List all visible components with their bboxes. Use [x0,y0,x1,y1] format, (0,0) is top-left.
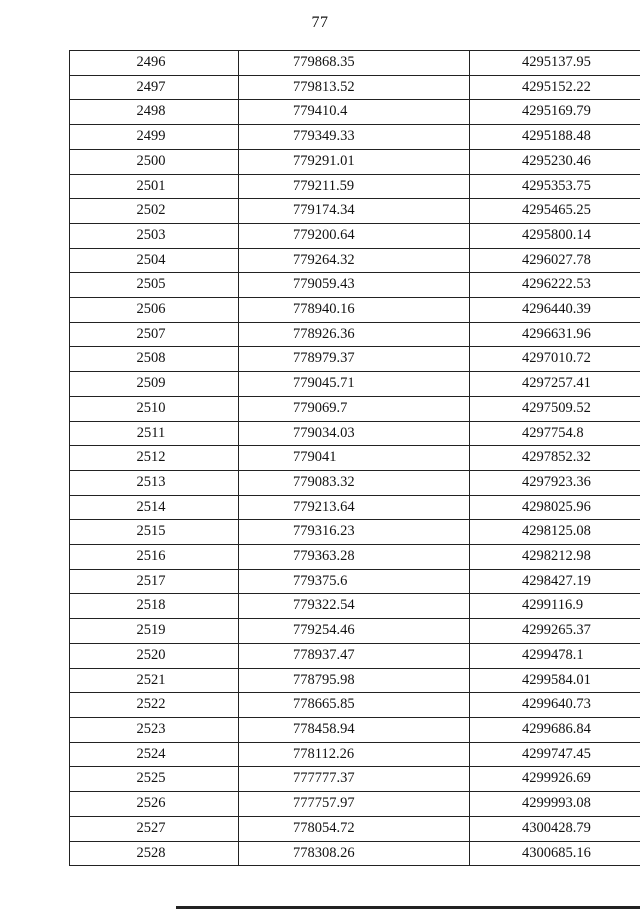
y-coordinate-cell: 4297509.52 [470,396,640,421]
x-coordinate-cell: 779363.28 [239,545,470,570]
point-number-cell: 2522 [70,693,239,718]
y-coordinate-cell: 4296222.53 [470,273,640,298]
table-row [70,446,640,471]
point-number-cell: 2503 [70,223,239,248]
y-coordinate-cell: 4299926.69 [470,767,640,792]
x-coordinate-cell: 779034.03 [239,421,470,446]
y-coordinate-cell: 4300428.79 [470,816,640,841]
y-coordinate-cell: 4299478.1 [470,643,640,668]
table-row [70,495,640,520]
x-coordinate-cell: 778926.36 [239,322,470,347]
table-row [70,545,640,570]
y-coordinate-cell: 4298212.98 [470,545,640,570]
table-row [70,816,640,841]
point-number-cell: 2511 [70,421,239,446]
table-row [70,347,640,372]
y-coordinate-cell: 4297010.72 [470,347,640,372]
x-coordinate-cell: 779069.7 [239,396,470,421]
y-coordinate-cell: 4299640.73 [470,693,640,718]
point-number-cell: 2509 [70,372,239,397]
point-number-cell: 2517 [70,569,239,594]
y-coordinate-cell: 4295230.46 [470,149,640,174]
table-row [70,470,640,495]
point-number-cell: 2499 [70,125,239,150]
table-row [70,841,640,866]
x-coordinate-cell: 779291.01 [239,149,470,174]
table-row [70,199,640,224]
x-coordinate-cell: 779083.32 [239,470,470,495]
table-row [70,273,640,298]
y-coordinate-cell: 4299265.37 [470,619,640,644]
point-number-cell: 2510 [70,396,239,421]
y-coordinate-cell: 4295188.48 [470,125,640,150]
y-coordinate-cell: 4295152.22 [470,75,640,100]
point-number-cell: 2521 [70,668,239,693]
point-number-cell: 2507 [70,322,239,347]
point-number-cell: 2527 [70,816,239,841]
y-coordinate-cell: 4299686.84 [470,717,640,742]
table-row [70,298,640,323]
y-coordinate-cell: 4295169.79 [470,100,640,125]
table-row [70,693,640,718]
x-coordinate-cell: 778979.37 [239,347,470,372]
x-coordinate-cell: 778937.47 [239,643,470,668]
table-row [70,619,640,644]
table-row [70,742,640,767]
y-coordinate-cell: 4295800.14 [470,223,640,248]
coordinate-table [69,50,640,866]
table-row [70,520,640,545]
point-number-cell: 2523 [70,717,239,742]
table-row [70,174,640,199]
point-number-cell: 2513 [70,470,239,495]
y-coordinate-cell: 4296631.96 [470,322,640,347]
point-number-cell: 2500 [70,149,239,174]
point-number-cell: 2504 [70,248,239,273]
point-number-cell: 2514 [70,495,239,520]
point-number-cell: 2506 [70,298,239,323]
x-coordinate-cell: 779813.52 [239,75,470,100]
point-number-cell: 2505 [70,273,239,298]
y-coordinate-cell: 4299584.01 [470,668,640,693]
y-coordinate-cell: 4299993.08 [470,792,640,817]
y-coordinate-cell: 4297852.32 [470,446,640,471]
table-row [70,51,640,76]
x-coordinate-cell: 779410.4 [239,100,470,125]
point-number-cell: 2496 [70,51,239,76]
table-row [70,322,640,347]
point-number-cell: 2520 [70,643,239,668]
table-row [70,569,640,594]
x-coordinate-cell: 778112.26 [239,742,470,767]
point-number-cell: 2525 [70,767,239,792]
table-row [70,396,640,421]
point-number-cell: 2516 [70,545,239,570]
x-coordinate-cell: 778308.26 [239,841,470,866]
x-coordinate-cell: 777757.97 [239,792,470,817]
x-coordinate-cell: 779174.34 [239,199,470,224]
x-coordinate-cell: 779041 [239,446,470,471]
table-row [70,643,640,668]
x-coordinate-cell: 779200.64 [239,223,470,248]
y-coordinate-cell: 4299116.9 [470,594,640,619]
table-row [70,767,640,792]
x-coordinate-cell: 779868.35 [239,51,470,76]
x-coordinate-cell: 778940.16 [239,298,470,323]
y-coordinate-cell: 4299747.45 [470,742,640,767]
bottom-rule [176,906,640,909]
y-coordinate-cell: 4297257.41 [470,372,640,397]
table-row [70,223,640,248]
y-coordinate-cell: 4296027.78 [470,248,640,273]
table-row [70,668,640,693]
x-coordinate-cell: 779211.59 [239,174,470,199]
point-number-cell: 2518 [70,594,239,619]
table-row [70,372,640,397]
table-row [70,717,640,742]
x-coordinate-cell: 779316.23 [239,520,470,545]
y-coordinate-cell: 4298125.08 [470,520,640,545]
point-number-cell: 2528 [70,841,239,866]
y-coordinate-cell: 4297923.36 [470,470,640,495]
y-coordinate-cell: 4296440.39 [470,298,640,323]
point-number-cell: 2501 [70,174,239,199]
x-coordinate-cell: 779213.64 [239,495,470,520]
x-coordinate-cell: 779254.46 [239,619,470,644]
x-coordinate-cell: 779045.71 [239,372,470,397]
y-coordinate-cell: 4298025.96 [470,495,640,520]
y-coordinate-cell: 4300685.16 [470,841,640,866]
point-number-cell: 2497 [70,75,239,100]
y-coordinate-cell: 4295353.75 [470,174,640,199]
table-row [70,100,640,125]
page-number: 77 [311,14,329,31]
table-row [70,125,640,150]
x-coordinate-cell: 779375.6 [239,569,470,594]
point-number-cell: 2512 [70,446,239,471]
point-number-cell: 2498 [70,100,239,125]
table-row [70,75,640,100]
x-coordinate-cell: 779059.43 [239,273,470,298]
point-number-cell: 2502 [70,199,239,224]
table-row [70,792,640,817]
y-coordinate-cell: 4295465.25 [470,199,640,224]
table-row [70,421,640,446]
x-coordinate-cell: 778458.94 [239,717,470,742]
y-coordinate-cell: 4298427.19 [470,569,640,594]
x-coordinate-cell: 778665.85 [239,693,470,718]
point-number-cell: 2524 [70,742,239,767]
point-number-cell: 2515 [70,520,239,545]
y-coordinate-cell: 4295137.95 [470,51,640,76]
point-number-cell: 2526 [70,792,239,817]
x-coordinate-cell: 778795.98 [239,668,470,693]
x-coordinate-cell: 779349.33 [239,125,470,150]
table-row [70,248,640,273]
x-coordinate-cell: 779322.54 [239,594,470,619]
table-row [70,149,640,174]
y-coordinate-cell: 4297754.8 [470,421,640,446]
coordinate-table-body [70,51,640,866]
table-row [70,594,640,619]
x-coordinate-cell: 778054.72 [239,816,470,841]
x-coordinate-cell: 777777.37 [239,767,470,792]
point-number-cell: 2519 [70,619,239,644]
x-coordinate-cell: 779264.32 [239,248,470,273]
point-number-cell: 2508 [70,347,239,372]
